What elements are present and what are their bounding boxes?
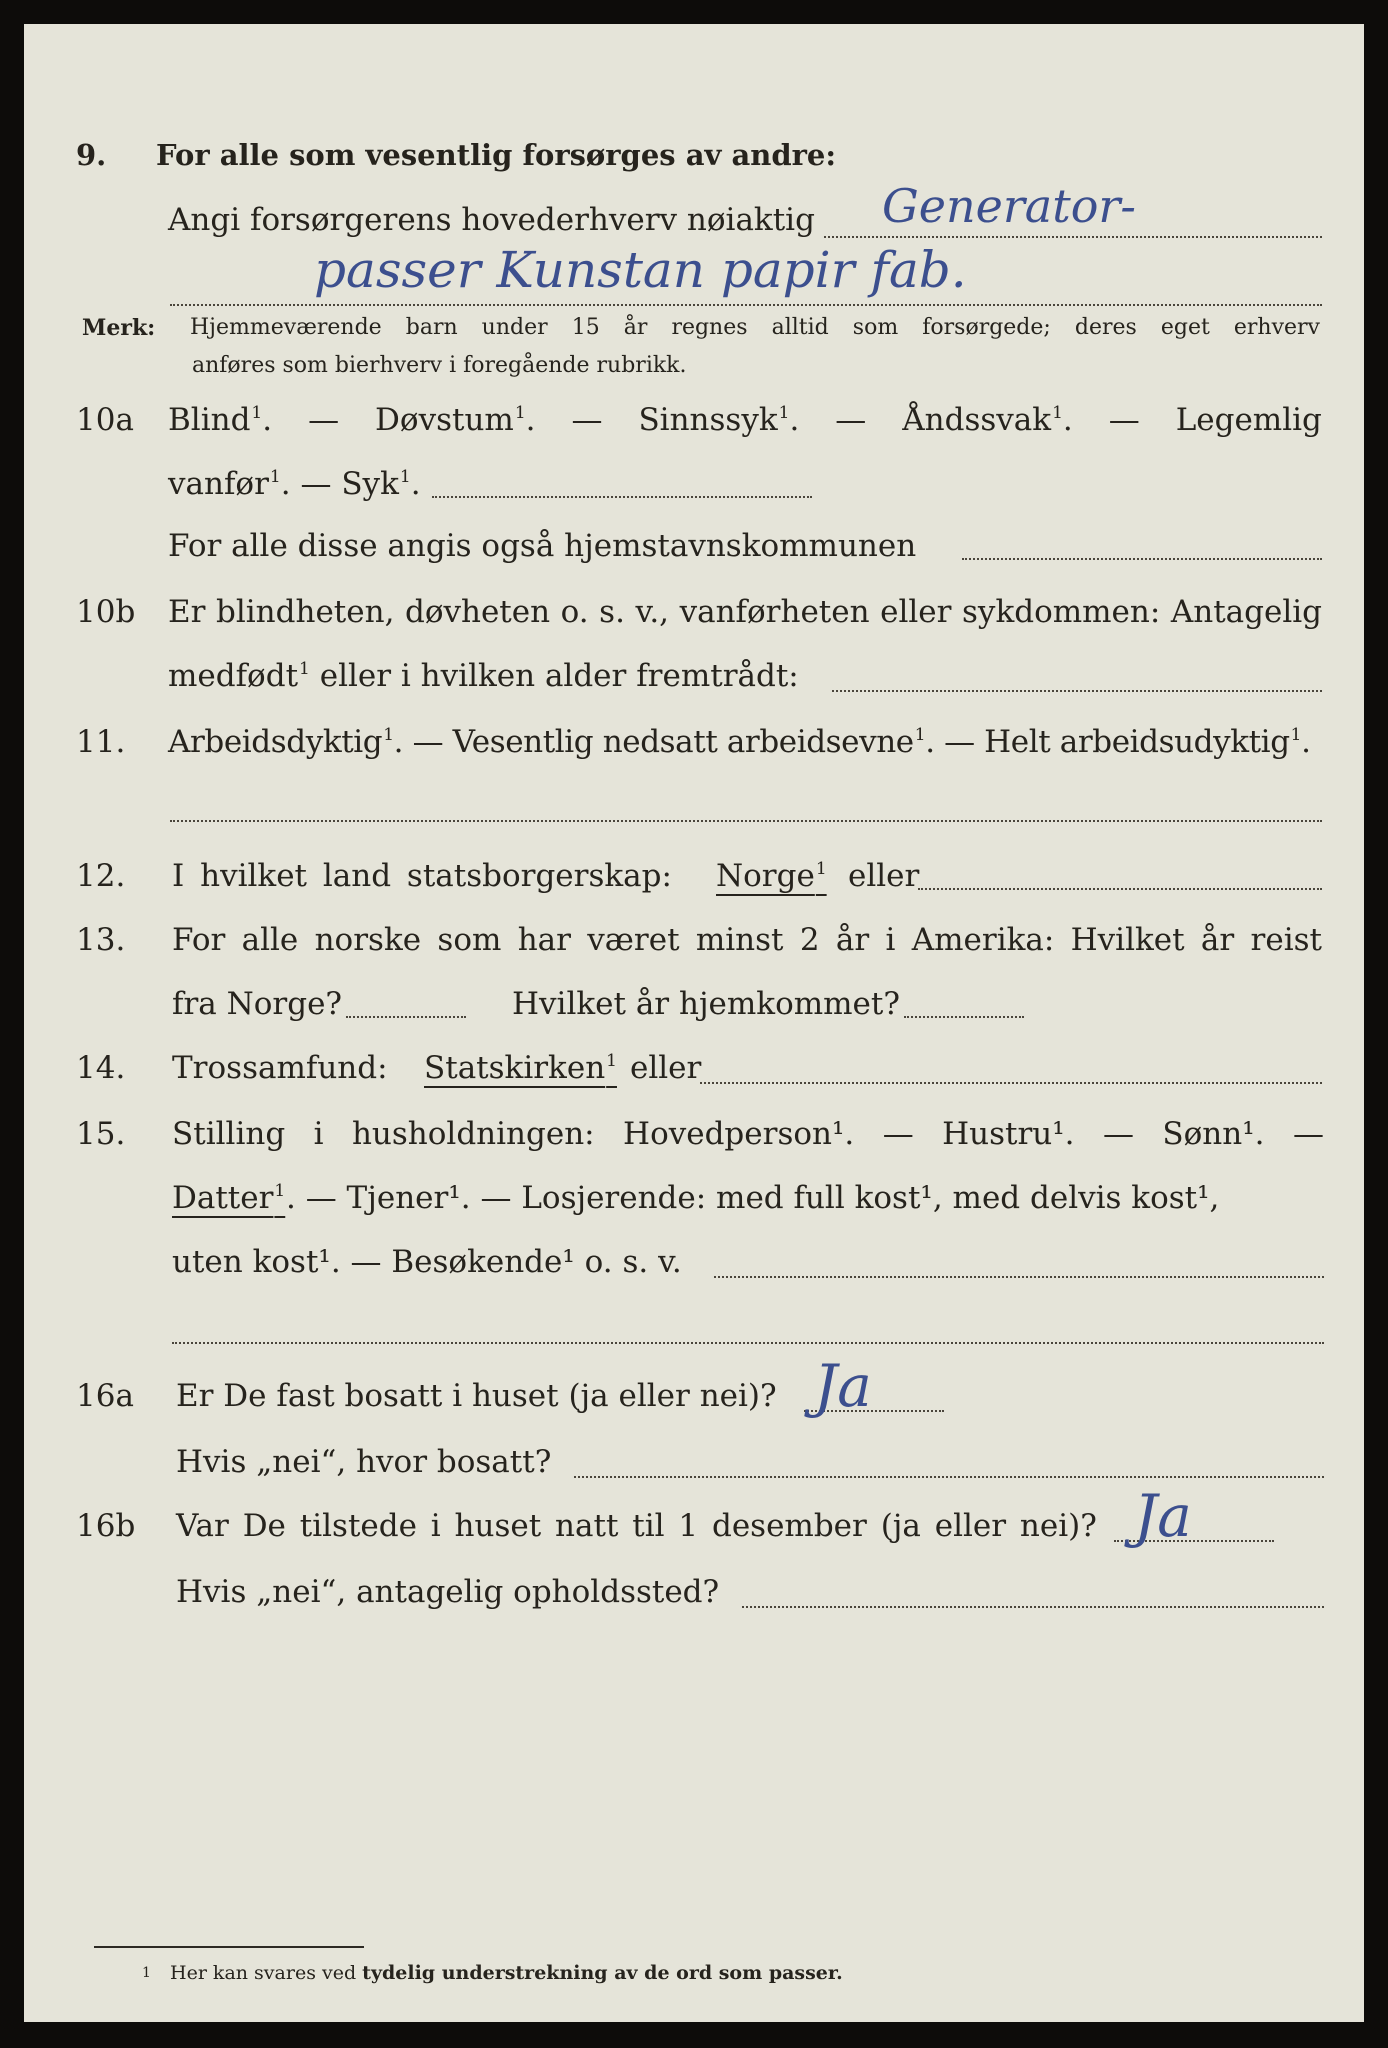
q13-question: For alle norske som har været minst 2 år i Amerika: Hvilket år reist — [172, 922, 1322, 958]
q16b-number: 16b — [76, 1508, 136, 1544]
q15-options-1: Stilling i husholdningen: Hovedperson¹. — Hustru¹. — Sønn¹. — — [172, 1116, 1324, 1152]
q10a-vanfor-syk: vanfør$^1$. — Syk$^1$. — [168, 466, 421, 502]
q16b-question: Var De tilstede i huset natt til 1 desember (ja eller nei)? — [176, 1508, 1097, 1544]
q10a-answer-line — [432, 496, 812, 498]
dash: — — [1108, 402, 1140, 438]
q15-options-3: uten kost¹. — Besøkende¹ o. s. v. — [172, 1244, 682, 1280]
q10a-line2 — [24, 456, 1364, 512]
option-andssvak: Åndssvak$^1$. — [902, 402, 1073, 438]
q13-line1 — [24, 912, 1364, 968]
q15-options-2: . — Tjener¹. — Losjerende: med full kost¹, med delvis kost¹, — [286, 1180, 1220, 1216]
q12-line — [24, 848, 1364, 904]
q11-line2 — [24, 780, 1364, 836]
q13-reist-line — [346, 1016, 466, 1018]
q11-options: Arbeidsdyktig$^1$. — Vesentlig nedsatt arbeidsevne$^1$. — Helt arbeidsudyktig$^1$. — [168, 724, 1311, 760]
q9-handwritten-answer-a: Generator- — [882, 179, 1136, 233]
dash: — — [308, 402, 340, 438]
merk-note-2: anføres som bierhverv i foregående rubrikk. — [192, 353, 687, 378]
q11-line1 — [24, 714, 1364, 770]
q12-question: I hvilket land statsborgerskap: — [172, 858, 672, 894]
option-legemlig: Legemlig — [1175, 402, 1322, 438]
q10a-number: 10a — [76, 402, 134, 438]
q9-number: 9. — [76, 138, 107, 172]
q14-answer-line — [700, 1082, 1322, 1084]
q13-hjemkommet-line — [904, 1016, 1024, 1018]
merk-label: Merk: — [82, 315, 156, 341]
dash: — — [835, 402, 867, 438]
q10b-question: Er blindheten, døvheten o. s. v., vanførheten eller sykdommen: Antagelig — [168, 594, 1322, 630]
q14-line — [24, 1040, 1364, 1096]
q9-answer-line — [824, 236, 1322, 238]
option-blind: Blind$^1$. — [168, 402, 273, 438]
merk-line2 — [24, 346, 1364, 386]
census-form-page — [24, 24, 1364, 2022]
q9-line1 — [24, 127, 1364, 183]
footnote — [24, 1958, 1364, 1988]
q15-line2 — [24, 1170, 1364, 1226]
q9-heading: For alle som vesentlig forsørges av andre: — [156, 138, 837, 172]
q16a-line1 — [24, 1352, 1364, 1424]
q16a-followup-line — [574, 1476, 1324, 1478]
q15-answer-line — [714, 1276, 1324, 1278]
q9-answer-line-2 — [170, 304, 1322, 306]
q10a-options — [168, 392, 1322, 448]
footnote-rule — [94, 1946, 364, 1948]
q10b-line2 — [24, 648, 1364, 704]
q10b-number: 10b — [76, 594, 136, 630]
q16a-question: Er De fast bosatt i huset (ja eller nei)? — [176, 1378, 777, 1414]
q12-option-norge: Norge$^1$ — [716, 858, 827, 894]
q9-prompt: Angi forsørgerens hovederhverv nøiaktig — [168, 202, 815, 238]
q14-eller: eller — [630, 1050, 702, 1086]
q16b-followup-line — [742, 1606, 1324, 1608]
q16b-handwritten-answer: Ja — [1134, 1482, 1192, 1550]
q16a-followup: Hvis „nei“, hvor bosatt? — [176, 1444, 552, 1480]
q15-answer-line-2 — [172, 1342, 1324, 1344]
q13-reist-prompt: fra Norge? — [172, 986, 343, 1022]
merk-line1 — [24, 308, 1364, 348]
dash: — — [571, 402, 603, 438]
q15-number: 15. — [76, 1116, 126, 1152]
merk-note-1: Hjemmeværende barn under 15 år regnes alltid som forsørgede; deres eget erhverv — [190, 315, 1320, 340]
option-sinnssyk: Sinnssyk$^1$. — [638, 402, 800, 438]
q13-number: 13. — [76, 922, 126, 958]
q15-line1 — [24, 1106, 1364, 1162]
q14-number: 14. — [76, 1050, 126, 1086]
q12-answer-line — [918, 888, 1322, 890]
q14-option-statskirken: Statskirken$^1$ — [424, 1050, 617, 1086]
q12-eller: eller — [848, 858, 920, 894]
q16a-handwritten-answer: Ja — [814, 1352, 872, 1420]
q10a-hjemstavn-line — [962, 558, 1322, 560]
q10a-line3 — [24, 518, 1364, 574]
q14-question: Trossamfund: — [172, 1050, 388, 1086]
option-dovstum: Døvstum$^1$. — [375, 402, 536, 438]
q10b-line1 — [24, 584, 1364, 640]
q11-number: 11. — [76, 724, 126, 760]
q13-line2 — [24, 976, 1364, 1032]
q9-handwritten-answer-b: passer Kunstan papir fab. — [314, 241, 967, 299]
q10a-line1 — [24, 392, 1364, 448]
q11-answer-line — [170, 820, 1322, 822]
q15-line3 — [24, 1234, 1364, 1290]
footnote-mark: 1 — [142, 1965, 151, 1981]
q16a-number: 16a — [76, 1378, 134, 1414]
footnote-text: Her kan svares ved tydelig understrekning av de ord som passer. — [170, 1962, 843, 1984]
q16b-followup: Hvis „nei“, antagelig opholdssted? — [176, 1574, 720, 1610]
q13-hjemkommet-prompt: Hvilket år hjemkommet? — [512, 986, 900, 1022]
q10b-answer-line — [832, 690, 1322, 692]
q10b-prompt: medfødt$^1$ eller i hvilken alder fremtrådt: — [168, 658, 799, 694]
q16b-line2 — [24, 1564, 1364, 1620]
q15-option-datter: Datter$^1$ — [172, 1180, 286, 1216]
q12-number: 12. — [76, 858, 126, 894]
q10a-hjemstavn-prompt: For alle disse angis også hjemstavnskommunen — [168, 528, 917, 564]
q9-line2 — [24, 179, 1364, 248]
q15-line4 — [24, 1300, 1364, 1356]
q16b-line1 — [24, 1482, 1364, 1554]
